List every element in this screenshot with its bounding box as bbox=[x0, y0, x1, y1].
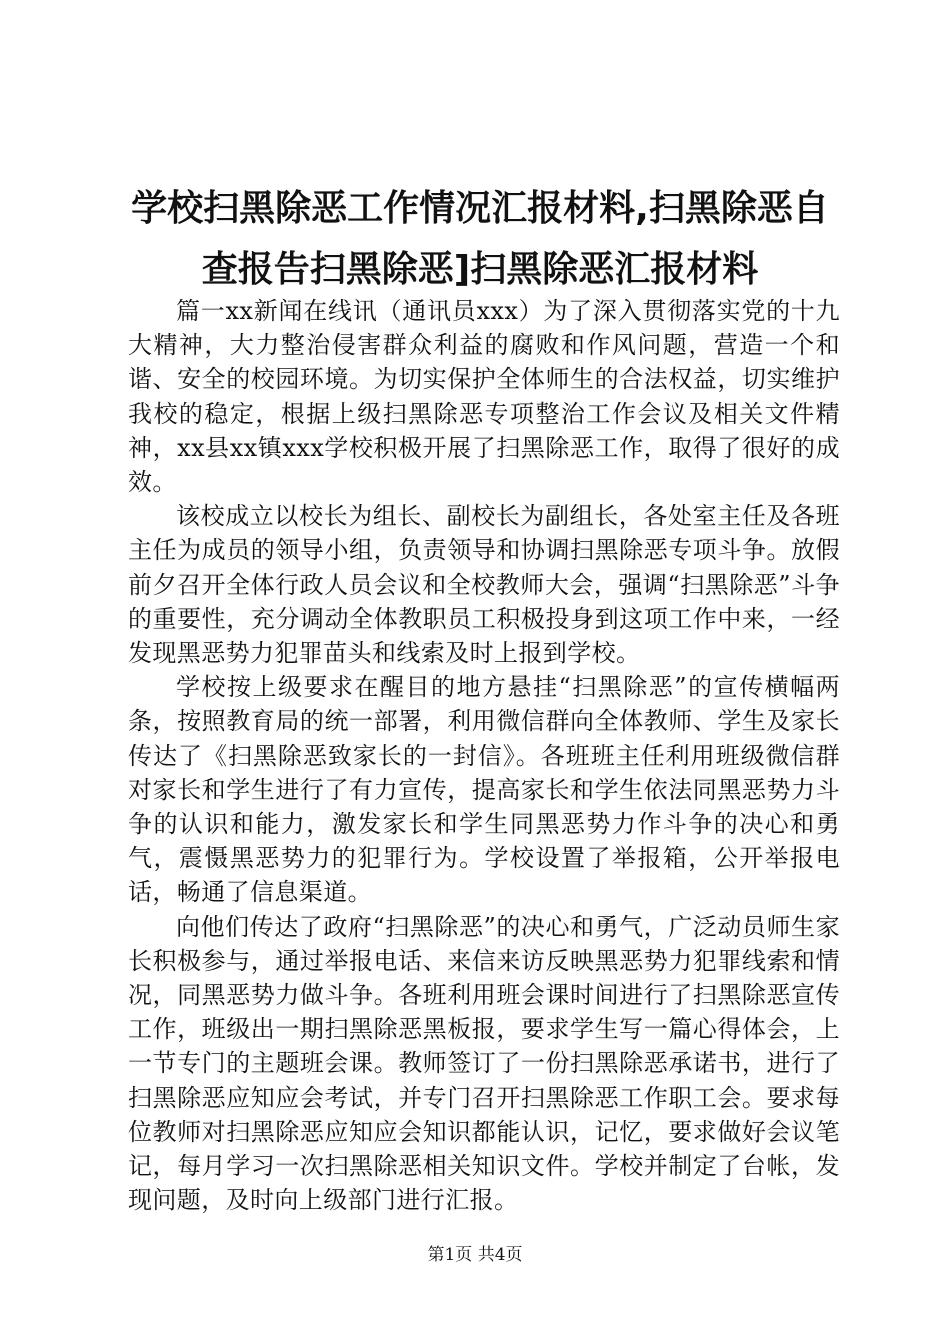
title-line-1: 学校扫黑除恶工作情况汇报材料,扫黑除恶自 bbox=[131, 188, 829, 229]
document-body bbox=[128, 294, 840, 1217]
paragraph: 学校按上级要求在醒目的地方悬挂“扫黑除恶”的宣传横幅两条，按照教育局的统一部署，利用微信群向全体教师、学生及家长传达了《扫黑除恶致家长的一封信》。各班班主任利用班级微信群对家长和学生进行了有力宣传，提高家长和学生依法同黑恶势力斗争的认识和能力，激发家长和学生同黑恶势力作斗争的决心和勇气，震慑黑恶势力的犯罪行为。学校设置了举报箱，公开举报电话，畅通了信息渠道。 bbox=[128, 673, 840, 907]
document-title bbox=[100, 178, 860, 300]
paragraph: 篇一xx新闻在线讯（通讯员xxx）为了深入贯彻落实党的十九大精神，大力整治侵害群众利益的腐败和作风问题，营造一个和谐、安全的校园环境。为切实保护全体师生的合法权益，切实维护我校的稳定，根据上级扫黑除恶专项整治工作会议及相关文件精神，xx县xx镇xxx学校积极开展了扫黑除恶工作，取得了很好的成效。 bbox=[128, 297, 840, 497]
title-line-2: 查报告扫黑除恶]扫黑除恶汇报材料 bbox=[201, 249, 759, 290]
page-number-footer: 第1页 共4页 bbox=[427, 1245, 523, 1265]
paragraph: 向他们传达了政府“扫黑除恶”的决心和勇气，广泛动员师生家长积极参与，通过举报电话、来信来访反映黑恶势力犯罪线索和情况，同黑恶势力做斗争。各班利用班会课时间进行了扫黑除恶宣传工作，班级出一期扫黑除恶黑板报，要求学生写一篇心得体会，上一节专门的主题班会课。教师签订了一份扫黑除恶承诺书，进行了扫黑除恶应知应会考试，并专门召开扫黑除恶工作职工会。要求每位教师对扫黑除恶应知应会知识都能认识，记忆，要求做好会议笔记，每月学习一次扫黑除恶相关知识文件。学校并制定了台帐，发现问题，及时向上级部门进行汇报。 bbox=[128, 912, 840, 1215]
paragraph: 该校成立以校长为组长、副校长为副组长，各处室主任及各班主任为成员的领导小组，负责领导和协调扫黑除恶专项斗争。放假前夕召开全体行政人员会议和全校教师大会，强调“扫黑除恶”斗争的重要性，充分调动全体教职员工积极投身到这项工作中来，一经发现黑恶势力犯罪苗头和线索及时上报到学校。 bbox=[128, 502, 840, 668]
